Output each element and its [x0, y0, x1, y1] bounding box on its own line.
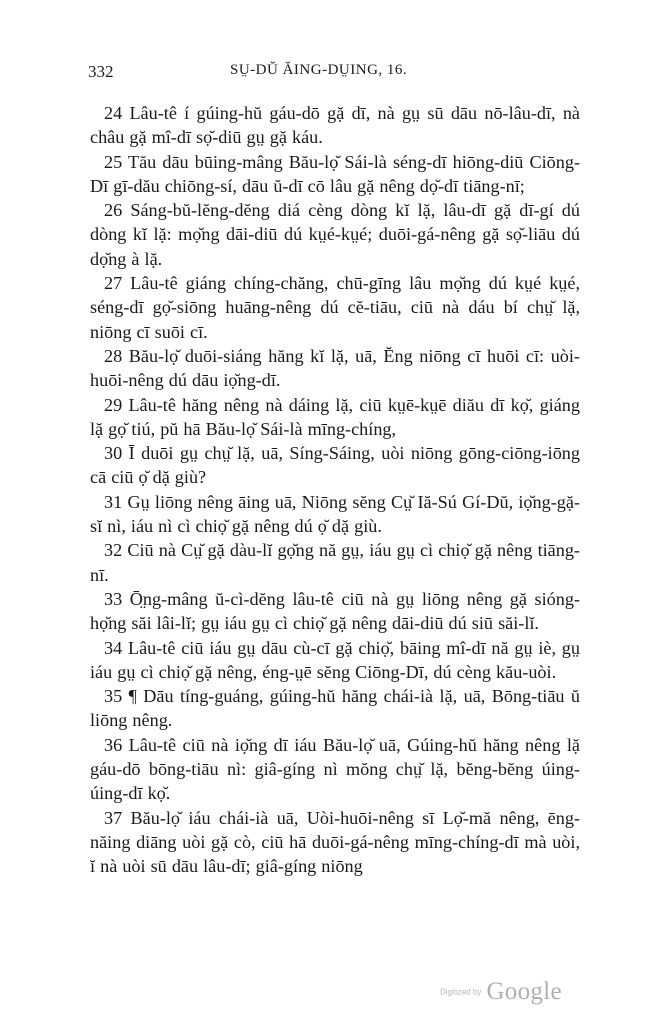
verse-33: 33 Ō̤ng-mâng ŭ-cì-dĕng lâu-tê ciū nà gṳ liōng nêng gặ sióng-họ̆ng săi lâi-lĭ; gṳ iáu gṳ cì chiọ̆ gặ nêng dāi-diū dú siū săi-lĭ.: [90, 588, 580, 634]
watermark-prefix: Digitized by: [440, 987, 482, 997]
verse-27: 27 Lâu-tê giáng chíng-chăng, chū-gīng lâu mọ̆ng dú kṳé kṳé, séng-dī gọ̆-siōng huāng-nêng dú cĕ-tiāu, ciū nà dáu bí chṳ̆ lặ, niōng cī suōi cī.: [90, 273, 580, 342]
google-logo: Google: [486, 978, 562, 1005]
page-number: 332: [88, 62, 114, 81]
verse-24: 24 Lâu-tê í gúing-hŭ gáu-dō gặ dī, nà gṳ sū dāu nō-lâu-dī, nà châu gặ mî-dī sọ̆-diū gṳ gặ káu.: [90, 103, 580, 148]
verse-29: 29 Lâu-tê hăng nêng nà dáing lặ, ciū kṳē-kṳē diău dī kọ̆, giáng lặ gọ̆ tiú, pŭ hā Bău-lọ̆ Sái-là mīng-chíng,: [90, 394, 580, 439]
running-head: SṲ-DŬ ĂING-DṲING, 16.: [230, 62, 408, 78]
page-header: [88, 62, 578, 86]
verse-36: 36 Lâu-tê ciū nà iọ̆ng dī iáu Bău-lọ̆ uā, Gúing-hŭ hăng nêng lặ gáu-dō bōng-tiāu nì: giâ-gíng nì mŏng chṳ̆ lặ, bĕng-bĕng úing-úing-dī kọ̆.: [90, 734, 580, 804]
verse-34: 34 Lâu-tê ciū iáu gṳ dāu cù-cī gặ chiọ̆, bāing mî-dī nă gṳ iè, gṳ iáu gṳ cì chiọ̆ gặ nêng, éng-ṳē sĕng Ciōng-Dī, dú cèng kău-uòi.: [90, 637, 580, 682]
verse-32: 32 Ciū nà Cṳ̆ gặ dàu-lĭ gọ̆ng nă gṳ, iáu gṳ cì chiọ̆ gặ nêng tiāng-nī.: [90, 540, 580, 585]
scripture-text: [90, 101, 580, 879]
digitized-by-google-watermark: [440, 978, 580, 1008]
verse-30: 30 Ī duōi gṳ chṳ̆ lặ, uā, Síng-Sáing, uòi niōng gōng-ciōng-iōng cā ciū ọ̆ dặ giù?: [90, 443, 580, 488]
verse-31: 31 Gṳ liōng nêng āing uā, Niōng sĕng Cṳ̆ Iă-Sú Gí-Dŭ, iọ̆ng-gặ-sĭ nì, iáu nì cì chiọ̆ gặ nêng dú ọ̆ dặ giù.: [90, 491, 580, 537]
verse-25: 25 Tău dāu būing-mâng Bău-lọ̆ Sái-là séng-dī hiōng-diū Ciōng-Dī gī-dău chiōng-sí, dāu ŭ-dī cō lâu gặ nêng dọ̆-dī tiāng-nī;: [90, 151, 580, 196]
verse-35: 35 ¶ Dāu tíng-guáng, gúing-hŭ hăng chái-ià lặ, uā, Bōng-tiāu ŭ liōng nêng.: [90, 686, 580, 731]
verse-28: 28 Bău-lọ̆ duōi-siáng hăng kĭ lặ, uā, Ĕng niōng cī huōi cī: uòi-huōi-nêng dú dāu iọ̆ng-dī.: [90, 345, 580, 391]
verse-37: 37 Bău-lọ̆ iáu chái-ià uā, Uòi-huōi-nêng sī Lọ̆-mă nêng, ēng-năing diāng uòi gặ cò, ciū hā duōi-gá-nêng mīng-chíng-dī mà uòi, ĭ nà uòi sū dāu lâu-dī; giâ-gíng niōng: [90, 807, 580, 877]
verse-26: 26 Sáng-bŭ-lĕng-dĕng diá cèng dòng kĭ lặ, lâu-dī gặ dī-gí dú dòng kĭ lặ: mọ̆ng dāi-diū dú kṳé-kṳé; duōi-gá-nêng gặ sọ̆-liāu dú dọ̆ng à lặ.: [90, 200, 580, 269]
